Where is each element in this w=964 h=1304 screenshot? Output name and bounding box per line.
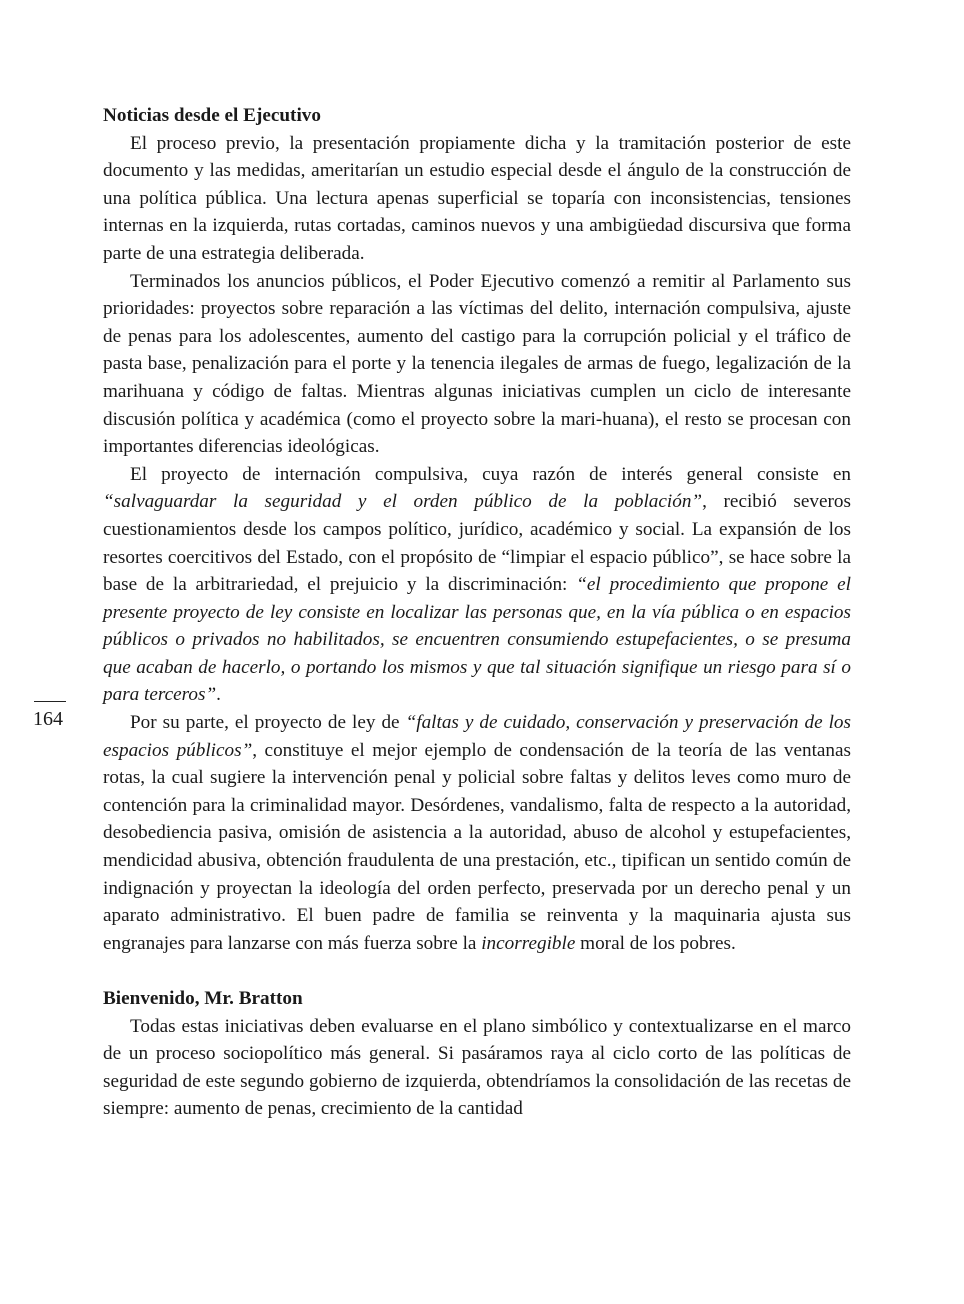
italic-quote: “el procedimiento que propone el presente proyecto de ley consiste en localizar las personas que, en la vía pública o en espacios públicos o privados no habilitados, se encuentren consumiendo estupefacientes, o se presuma que acaban de hacerlo, o portando los mismos y que tal situación signifique un riesgo para sí o para terceros”: [103, 574, 851, 706]
text-run: , constituye el mejor ejemplo de condensación de la teoría de las ventanas rotas, la cual sugiere la intervención penal y policial sobre faltas y delitos leves como muro de contención para la criminalidad mayor. Desórdenes, vandalismo, falta de respecto a la autoridad, desobediencia pasiva, omisión de asistencia a la autoridad, abuso de alcohol y estupefacientes, mendicidad abusiva, obtención fraudulenta de una prestación, etc., tipifican un sentido común de indignación y proyectan la ideología del orden perfecto, preservada por un derecho penal y un aparato administrativo. El buen padre de familia se reinventa y la maquinaria ajusta sus engranajes para lanzarse con más fuerza sobre la: [103, 739, 851, 954]
italic-quote: “faltas y de cuidado, conservación y preservación de los espacios públicos”: [103, 712, 851, 761]
section-gap: [103, 957, 851, 985]
italic-quote: incorregible: [481, 932, 576, 954]
paragraph: [103, 709, 851, 957]
text-run: Terminados los anuncios públicos, el Poder Ejecutivo comenzó a remitir al Parlamento sus prioridades: proyectos sobre reparación a las víctimas del delito, internación compulsiva, ajuste de penas para los adolescentes, aumento del castigo para la corrupción policial y el tráfico de pasta base, penalización para el porte y la tenencia ilegales de armas de fuego, legalización de la marihuana y código de faltas. Mientras algunas iniciativas cumplen un ciclo de interesante discusión política y académica (como el proyecto sobre la mari-huana), el resto se procesan con importantes diferencias ideológicas.: [103, 270, 851, 458]
text-run: Por su parte, el proyecto de ley de: [130, 712, 406, 734]
text-run: .: [216, 684, 221, 706]
paragraph: [103, 1013, 851, 1123]
text-run: El proyecto de internación compulsiva, cuya razón de interés general consiste en: [130, 463, 851, 485]
page-body: [103, 102, 851, 1123]
italic-quote: “salvaguardar la seguridad y el orden público de la población”: [103, 491, 703, 513]
paragraph: [103, 268, 851, 461]
text-run: moral de los pobres.: [575, 932, 736, 954]
section-heading: Bienvenido, Mr. Bratton: [103, 988, 303, 1009]
text-run: , recibió severos cuestionamientos desde los campos político, jurídico, académico y social. La expansión de los resortes coercitivos del Estado, con el propósito de “limpiar el espacio público”, se hace sobre la base de la arbitrariedad, el prejuicio y la discriminación:: [103, 491, 851, 596]
page-number: 164: [33, 708, 63, 730]
section-heading: Noticias desde el Ejecutivo: [103, 105, 321, 126]
text-run: Todas estas iniciativas deben evaluarse en el plano simbólico y contextualizarse en el marco de un proceso sociopolítico más general. Si pasáramos raya al ciclo corto de las políticas de seguridad de este segundo gobierno de izquierda, obtendríamos la consolidación de las recetas de siempre: aumento de penas, crecimiento de la cantidad: [103, 1015, 851, 1120]
paragraph: [103, 130, 851, 268]
paragraph: [103, 461, 851, 709]
page-number-rule: [34, 701, 66, 702]
text-run: El proceso previo, la presentación propiamente dicha y la tramitación posterior de este documento y las medidas, ameritarían un estudio especial desde el ángulo de la construcción de una política pública. Una lectura apenas superficial se toparía con inconsistencias, tensiones internas en la izquierda, rutas cortadas, caminos nuevos y una ambigüedad discursiva que forma parte de una estrategia deliberada.: [103, 132, 851, 264]
